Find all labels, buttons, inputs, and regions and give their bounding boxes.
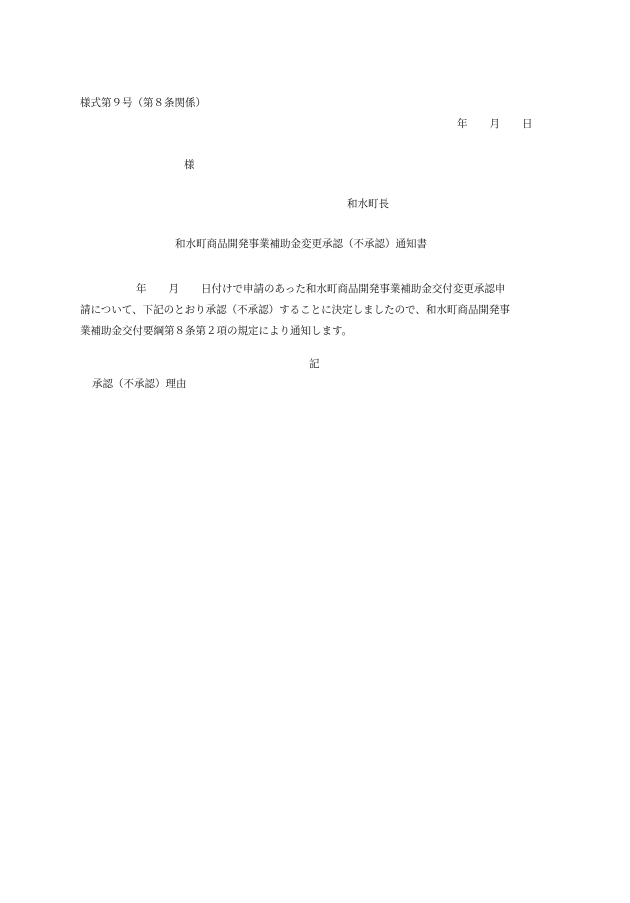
body-line-2: 請について、下記のとおり承認（不承認）することに決定しましたので、和水町商品開発事 — [80, 304, 510, 316]
record-label: 記 — [309, 358, 320, 370]
date-day-label: 日 — [522, 118, 533, 130]
date-line — [457, 119, 533, 130]
reason-heading: 承認（不承認）理由 — [92, 378, 187, 390]
body-year-label: 年 — [136, 283, 147, 295]
body-line-3: 業補助金交付要綱第８条第２項の規定により通知します。 — [80, 325, 353, 337]
issuer-name: 和水町長 — [347, 198, 389, 210]
body-line-1-text: 日付けで申請のあった和水町商品開発事業補助金交付変更承認申 — [201, 283, 506, 295]
form-number: 様式第９号（第８条関係） — [80, 97, 206, 109]
body-paragraph — [80, 279, 558, 342]
body-line-1 — [80, 279, 558, 300]
date-year-label: 年 — [457, 118, 468, 130]
document-title: 和水町商品開発事業補助金変更承認（不承認）通知書 — [175, 238, 427, 250]
date-month-label: 月 — [489, 118, 500, 130]
addressee-suffix: 様 — [184, 159, 195, 171]
body-month-label: 月 — [168, 283, 179, 295]
